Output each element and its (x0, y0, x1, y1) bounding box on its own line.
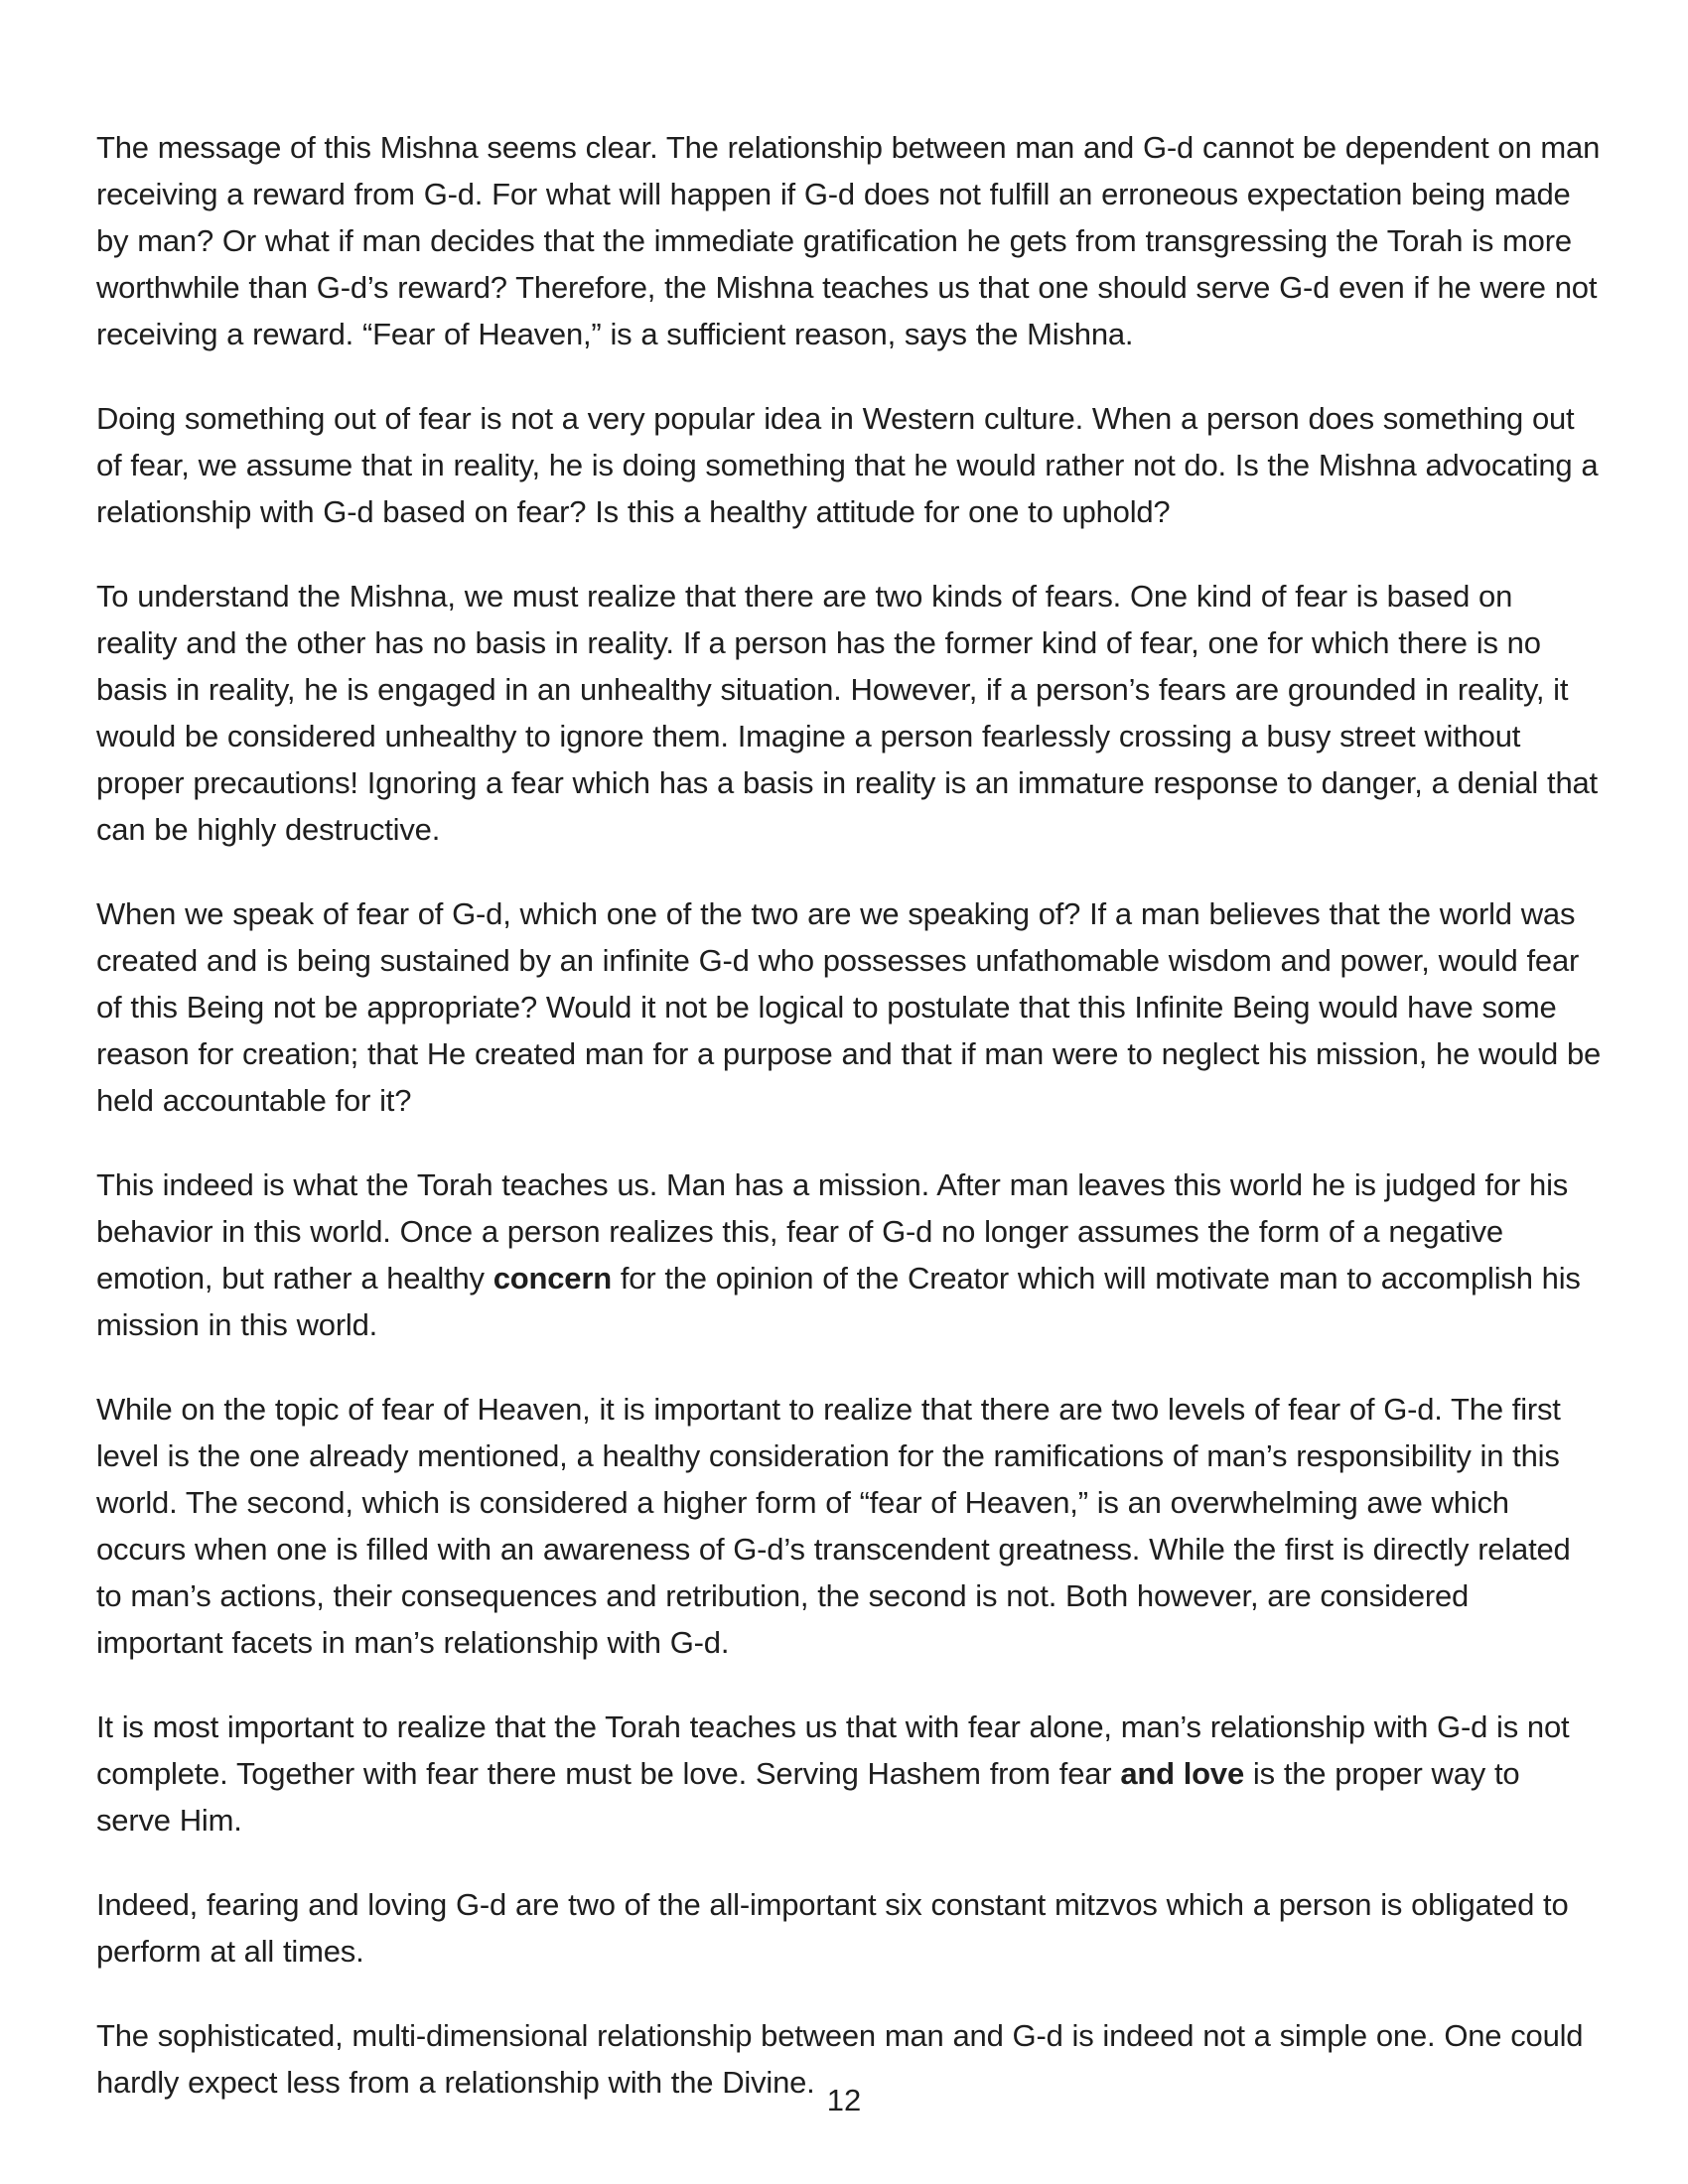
document-text (96, 124, 1602, 2143)
page-footer (0, 2081, 1688, 2120)
text-run: Indeed, fearing and loving G-d are two of the all-important six constant mitzvos which a person is obligated to perform at all times. (96, 1887, 1569, 1969)
text-run: The sophisticated, multi-dimensional relationship between man and G-d is indeed not a simple one. One could hardly expect less from a relationship with the Divine. (96, 2018, 1584, 2100)
text-run: This indeed is what the Torah teaches us. Man has a mission. After man leaves this world he is judged for his behavior in this world. Once a person realizes this, fear of G-d no longer assumes the form of a negative emotion, but rather a healthy (96, 1167, 1569, 1296)
text-run: When we speak of fear of G-d, which one of the two are we speaking of? If a man believes that the world was created and is being sustained by an infinite G-d who possesses unfathomable wisdom and power, would fear of this Being not be appropriate? Would it not be logical to postulate that this Infinite Being would have some reason for creation; that He created man for a purpose and that if man were to neglect his mission, he would be held accountable for it? (96, 896, 1602, 1118)
bold-text-run: concern (492, 1261, 612, 1296)
page-number: 12 (826, 2083, 862, 2117)
paragraph (96, 1386, 1602, 1666)
text-run: The message of this Mishna seems clear. The relationship between man and G-d cannot be dependent on man receiving a reward from G-d. For what will happen if G-d does not fulfill an erroneous expectation being made by man? Or what if man decides that the immediate gratification he gets from transgressing the Torah is more worthwhile than G-d’s reward? Therefore, the Mishna teaches us that one should serve G-d even if he were not receiving a reward. “Fear of Heaven,” is a sufficient reason, says the Mishna. (96, 130, 1601, 351)
paragraph (96, 1704, 1602, 1843)
paragraph (96, 395, 1602, 535)
text-run: is the proper way to serve Him. (96, 1756, 1520, 1838)
text-run: While on the topic of fear of Heaven, it is important to realize that there are two levels of fear of G-d. The first level is the one already mentioned, a healthy consideration for the ramifications of man’s responsibility in this world. The second, which is considered a higher form of “fear of Heaven,” is an overwhelming awe which occurs when one is filled with an awareness of G-d’s transcendent greatness. While the first is directly related to man’s actions, their consequences and retribution, the second is not. Both however, are considered important facets in man’s relationship with G-d. (96, 1392, 1571, 1660)
text-run: It is most important to realize that the Torah teaches us that with fear alone, man’s relationship with G-d is not complete. Together with fear there must be love. Serving Hashem from fear (96, 1709, 1570, 1791)
bold-text-run: and love (1120, 1756, 1244, 1791)
text-run: for the opinion of the Creator which will motivate man to accomplish his mission in this world. (96, 1261, 1581, 1342)
paragraph (96, 890, 1602, 1124)
text-run: Doing something out of fear is not a very popular idea in Western culture. When a person does something out of fear, we assume that in reality, he is doing something that he would rather not do. Is the Mishna advocating a relationship with G-d based on fear? Is this a healthy attitude for one to uphold? (96, 401, 1599, 529)
paragraph (96, 573, 1602, 853)
text-run: To understand the Mishna, we must realize that there are two kinds of fears. One kind of fear is based on reality and the other has no basis in reality. If a person has the former kind of fear, one for which there is no basis in reality, he is engaged in an unhealthy situation. However, if a person’s fears are grounded in reality, it would be considered unhealthy to ignore them. Imagine a person fearlessly crossing a busy street without proper precautions! Ignoring a fear which has a basis in reality is an immature response to danger, a denial that can be highly destructive. (96, 579, 1598, 847)
paragraph (96, 124, 1602, 357)
paragraph (96, 1161, 1602, 1348)
paragraph (96, 1881, 1602, 1975)
